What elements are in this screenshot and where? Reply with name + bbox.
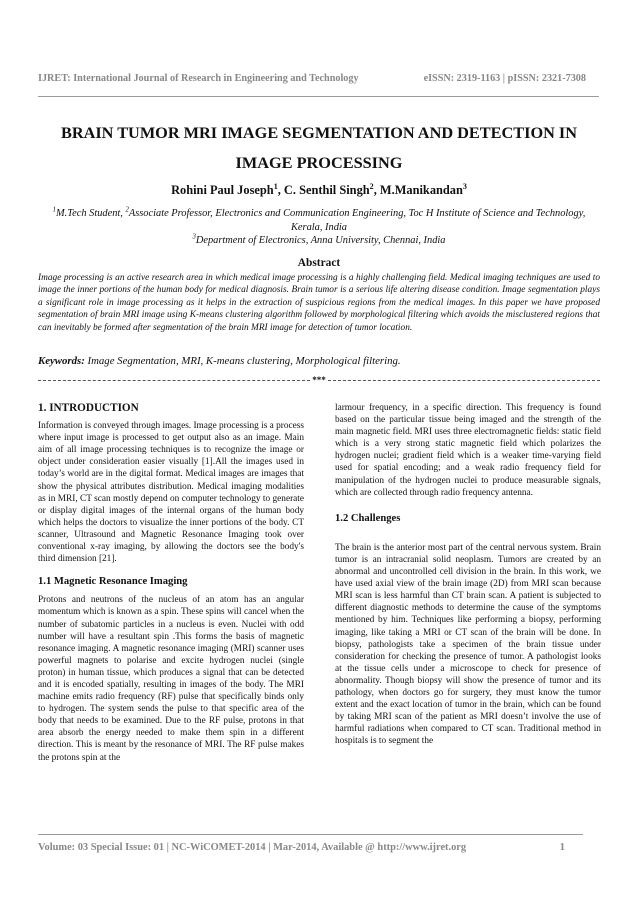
- section-heading-introduction: 1. INTRODUCTION: [38, 402, 139, 414]
- left-column: [38, 402, 304, 764]
- journal-name: IJRET: International Journal of Research in Engineering and Technology: [38, 73, 359, 84]
- footer-rule: [38, 834, 583, 835]
- running-header: [38, 73, 586, 84]
- affiliation-line-1: [38, 207, 600, 234]
- affiliations: [38, 207, 600, 248]
- mri-paragraph-continued: larmour frequency, in a specific direction. This frequency is found based on the particular tissue being imaged and the strength of the main magnetic field. MRI uses three electromagnetic fields: static field which is a very strong static magnetic field which polarizes the hydrogen nuclei; gradient field which is a weaker time-varying field used for spatial encoding; and a weak radio frequency field for manipulation of the hydrogen nuclei to produce measurable signals, which are collected through radio frequency antenna.: [335, 403, 601, 498]
- author-list: [38, 183, 600, 198]
- subsection-heading-challenges: 1.2 Challenges: [335, 512, 401, 524]
- section-separator: [38, 373, 600, 387]
- author-name: Rohini Paul Joseph: [171, 183, 274, 197]
- dashed-rule-left: [38, 380, 310, 381]
- affiliation-sup: 3: [192, 233, 196, 241]
- paper-title: BRAIN TUMOR MRI IMAGE SEGMENTATION AND DETECTION IN IMAGE PROCESSING: [60, 123, 578, 172]
- separator-stars: ***: [312, 374, 326, 385]
- affiliation-sup: 2: [125, 206, 129, 214]
- introduction-paragraph: Information is conveyed through images. Image processing is a process where input image is processed to get output also as an image. Main aim of all image processing techniques is to recognize the image or object under consideration easier visually [1].All the images used in today’s world are in the digital format. Medical images are images that show the physical attributes distribution. Medical imaging modalities as in MRI, CT scan mostly depend on computer technology to generate or display digital images of the internal organs of the human body which helps the doctors to visualize the inner portions of the body. CT scanner, Ultrasound and Magnetic Resonance Imaging took over conventional x-ray imaging, by allowing the doctors see the body's third dimension [21].: [38, 421, 304, 565]
- abstract-body: Image processing is an active research area in which medical image processing is a highly challenging field. Medical imaging techniques are used to image the inner portions of the human body for medical diagnosis. Brain tumor is a serious life altering disease condition. Image segmentation plays a significant role in image processing as it helps in the extraction of suspicious regions from the medical images. In this paper we have proposed segmentation of brain MRI image using K-means clustering algorithm followed by morphological filtering which avoids the misclustered regions that can inevitably be formed after segmentation of the brain MRI image for detection of tumor location.: [38, 273, 600, 333]
- affiliation-line-2: [38, 234, 600, 248]
- footer-volume-info: Volume: 03 Special Issue: 01 | NC-WiCOMET-2014 | Mar-2014, Available @ http://www.ijret.org: [38, 842, 467, 853]
- keywords-text: Image Segmentation, MRI, K-means clustering, Morphological filtering.: [87, 355, 401, 367]
- right-column: [335, 402, 601, 747]
- author-sup: 3: [462, 181, 467, 191]
- keywords-label: Keywords:: [38, 355, 85, 367]
- author-sep: ,: [277, 183, 284, 197]
- author-name: C. Senthil Singh: [283, 183, 370, 197]
- issn: eISSN: 2319-1163 | pISSN: 2321-7308: [423, 73, 586, 84]
- page-number: 1: [559, 842, 565, 853]
- keywords: [38, 355, 600, 367]
- affiliation-text: M.Tech Student,: [56, 208, 126, 219]
- author-sep: ,: [373, 183, 380, 197]
- affiliation-text: Associate Professor, Electronics and Communication Engineering, Toc H Institute of Science and Technology, Kerala, India: [128, 208, 586, 233]
- subsection-heading-mri: 1.1 Magnetic Resonance Imaging: [38, 576, 188, 588]
- running-footer: [38, 842, 565, 853]
- header-rule: [38, 96, 599, 97]
- author-name: M.Manikandan: [379, 183, 463, 197]
- dashed-rule-right: [328, 380, 600, 381]
- challenges-paragraph: The brain is the anterior most part of the central nervous system. Brain tumor is an intracranial solid neoplasm. Tumors are created by an abnormal and uncontrolled cell division in the brain. In this work, we have used axial view of the brain image (2D) from MRI scan because MRI scan is less harmful than CT brain scan. A patient is subjected to different diagnostic methods to determine the cause of the symptoms mentioned by him. Techniques like performing a biopsy, performing imaging, like taking a MRI or CT scan of the brain will be done. In biopsy, pathologists take a specimen of the brain tissue under consideration for checking the presence of tumor. A pathologist looks at the tissue cells under a microscope to check for presence of abnormality. Though biopsy will show the presence of tumor and its pathology, when doctors go for surgery, they must know the tumor extent and the exact location of tumor in the brain, which can be found by taking MRI scan of the patient as MRI doesn’t involve the use of harmful radiations when compared to CT scan. Traditional method in hospitals is to segment the: [335, 542, 601, 747]
- affiliation-sup: 1: [52, 206, 57, 214]
- mri-paragraph: Protons and neutrons of the nucleus of an atom has an angular momentum which is known as a spin. These spins will cancel when the number of subatomic particles in a nucleus is even. Nuclei with odd number will have a resultant spin .This forms the basis of magnetic resonance imaging. A magnetic resonance imaging (MRI) scanner uses powerful magnets to polarise and excite hydrogen nuclei (single proton) in human tissue, which produces a signal that can be detected and it is encoded spatially, resulting in images of the body. The MRI machine emits radio frequency (RF) pulse that specifically binds only to hydrogen. The system sends the pulse to that specific area of the body that needs to be examined. Due to the RF pulse, protons in that area absorb the energy needed to make them spin in a different direction. This is meant by the resonance of MRI. The RF pulse makes the protons spin at the: [38, 595, 304, 763]
- author-sup: 2: [369, 181, 374, 191]
- affiliation-text: Department of Electronics, Anna University, Chennai, India: [195, 235, 446, 247]
- abstract-heading: Abstract: [297, 257, 341, 269]
- author-sup: 1: [273, 181, 278, 191]
